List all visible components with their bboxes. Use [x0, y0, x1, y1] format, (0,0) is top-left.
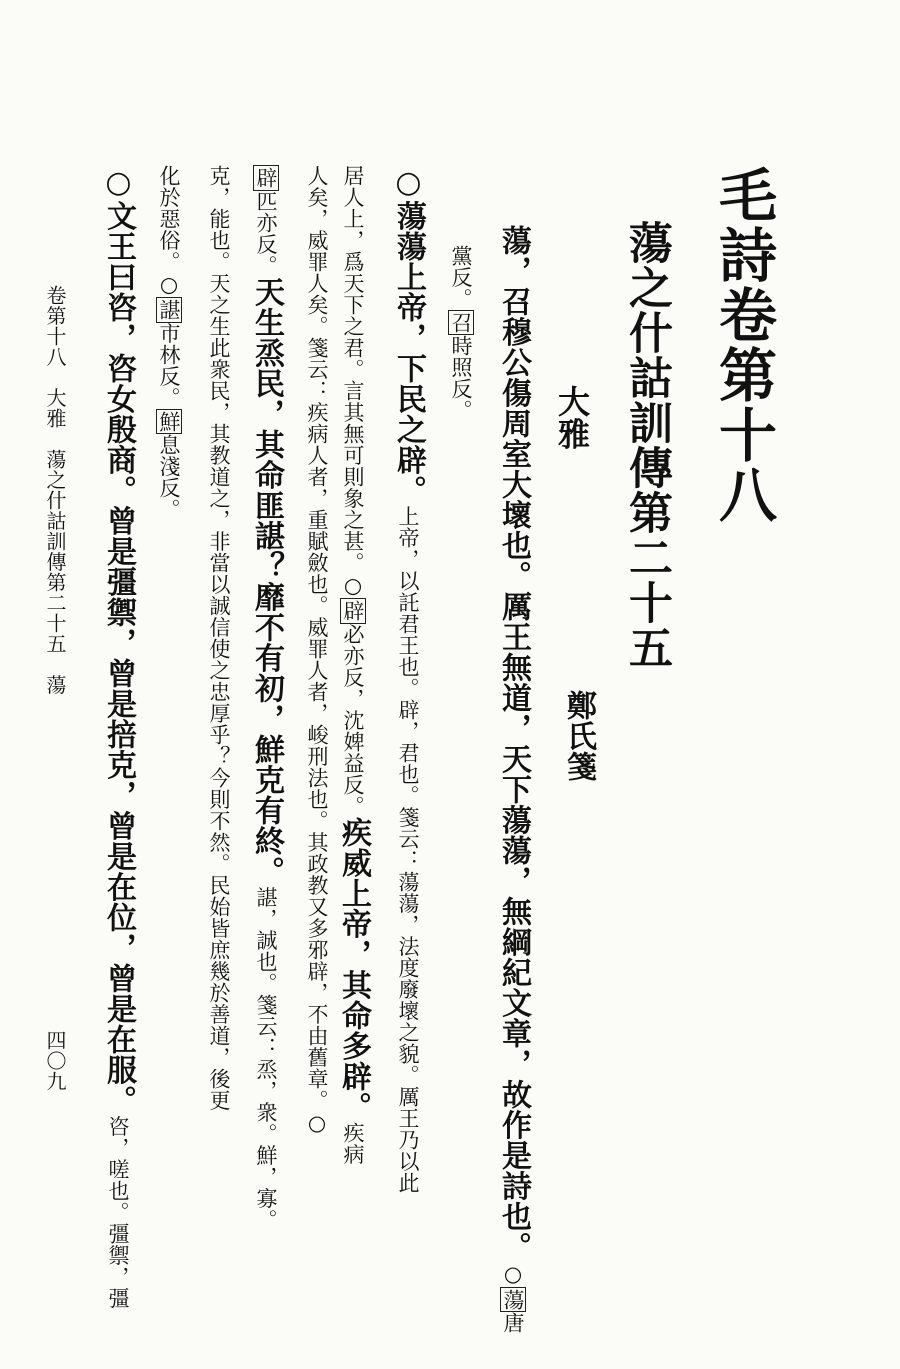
text-column-2 [446, 245, 476, 421]
verse-text: ○蕩蕩上帝，下民之辟。 [391, 165, 426, 506]
verse-text: 天生烝民，其命匪諶？靡不有初，鮮克有終。 [249, 276, 284, 887]
text-column-8 [154, 165, 184, 520]
text-column-9 [96, 165, 140, 1309]
commentary-text: 居人上，爲天下之君。言其無可則象之甚。○ [341, 165, 365, 598]
chapter-subtitle: 蕩之什詁訓傳第二十五 [621, 220, 672, 670]
text-column-7 [204, 165, 234, 1111]
page-number: 四〇九 [43, 1030, 67, 1092]
text-column-3 [386, 165, 430, 1194]
phonetic-gloss-char: 召 [449, 311, 473, 333]
commentary-text: 黨反。 [449, 245, 473, 310]
text-column-6 [244, 165, 288, 1231]
verse-text: ○文王曰咨，咨女殷商。曾是彊禦，曾是掊克，曾是在位，曾是在服。 [101, 165, 136, 1116]
phonetic-gloss-char: 蕩 [501, 1288, 525, 1310]
phonetic-gloss-char: 鮮 [157, 410, 181, 432]
commentary-text: 匹亦反。 [254, 190, 278, 277]
page-title: 毛詩卷第十八 [709, 165, 777, 525]
phonetic-gloss-char: 辟 [341, 600, 365, 622]
verse-text: 疾威上帝，其命多辟。 [336, 817, 371, 1122]
verse-text: 蕩，召穆公傷周室大壞也。厲王無道，天下蕩蕩，無綱紀文章，故作是詩也。 [496, 225, 531, 1262]
commentary-text: 息淺反。 [157, 434, 181, 520]
running-head: 卷第十八 大雅 蕩之什詁訓傳第二十五 蕩 [43, 285, 67, 695]
commentary-text: 人矣，威罪人矣。箋云：疾病人者，重賦斂也。威罪人者，峻刑法也。其政教又多邪辟，不由舊章。○ [305, 165, 329, 1136]
commentary-text: 上帝，以託君王也。辟，君也。箋云：蕩蕩，法度廢壞之貌。厲王乃以此 [396, 505, 420, 1194]
commentary-text: 疾病 [341, 1122, 365, 1165]
text-column-5 [302, 165, 332, 1136]
phonetic-gloss-char: 辟 [254, 167, 278, 189]
text-column-4 [331, 165, 375, 1165]
commentary-text: 克，能也。天之生此衆民，其教道之，非當以誠信使之忠厚乎？今則不然。民始皆庶幾於善道，後更 [207, 165, 231, 1111]
phonetic-gloss-char: 諶 [157, 299, 181, 321]
section-label: 大雅 [553, 385, 591, 450]
commentary-text: 時照反。 [449, 335, 473, 421]
commentary-text: 咨，嗟也。彊禦，彊 [106, 1115, 130, 1309]
commentator-name: 鄭氏箋 [561, 690, 596, 782]
commentary-text: 化於惡俗。○ [157, 165, 181, 297]
commentary-text: ○ [501, 1262, 525, 1287]
commentary-text: 市林反。 [157, 322, 181, 409]
commentary-text: 必亦反，沈婢益反。 [341, 623, 365, 817]
text-column-1 [491, 225, 535, 1334]
commentary-text: 諶，誠也。箋云：烝，衆。鮮，寡。 [254, 886, 278, 1231]
commentary-text: 唐 [501, 1312, 525, 1334]
